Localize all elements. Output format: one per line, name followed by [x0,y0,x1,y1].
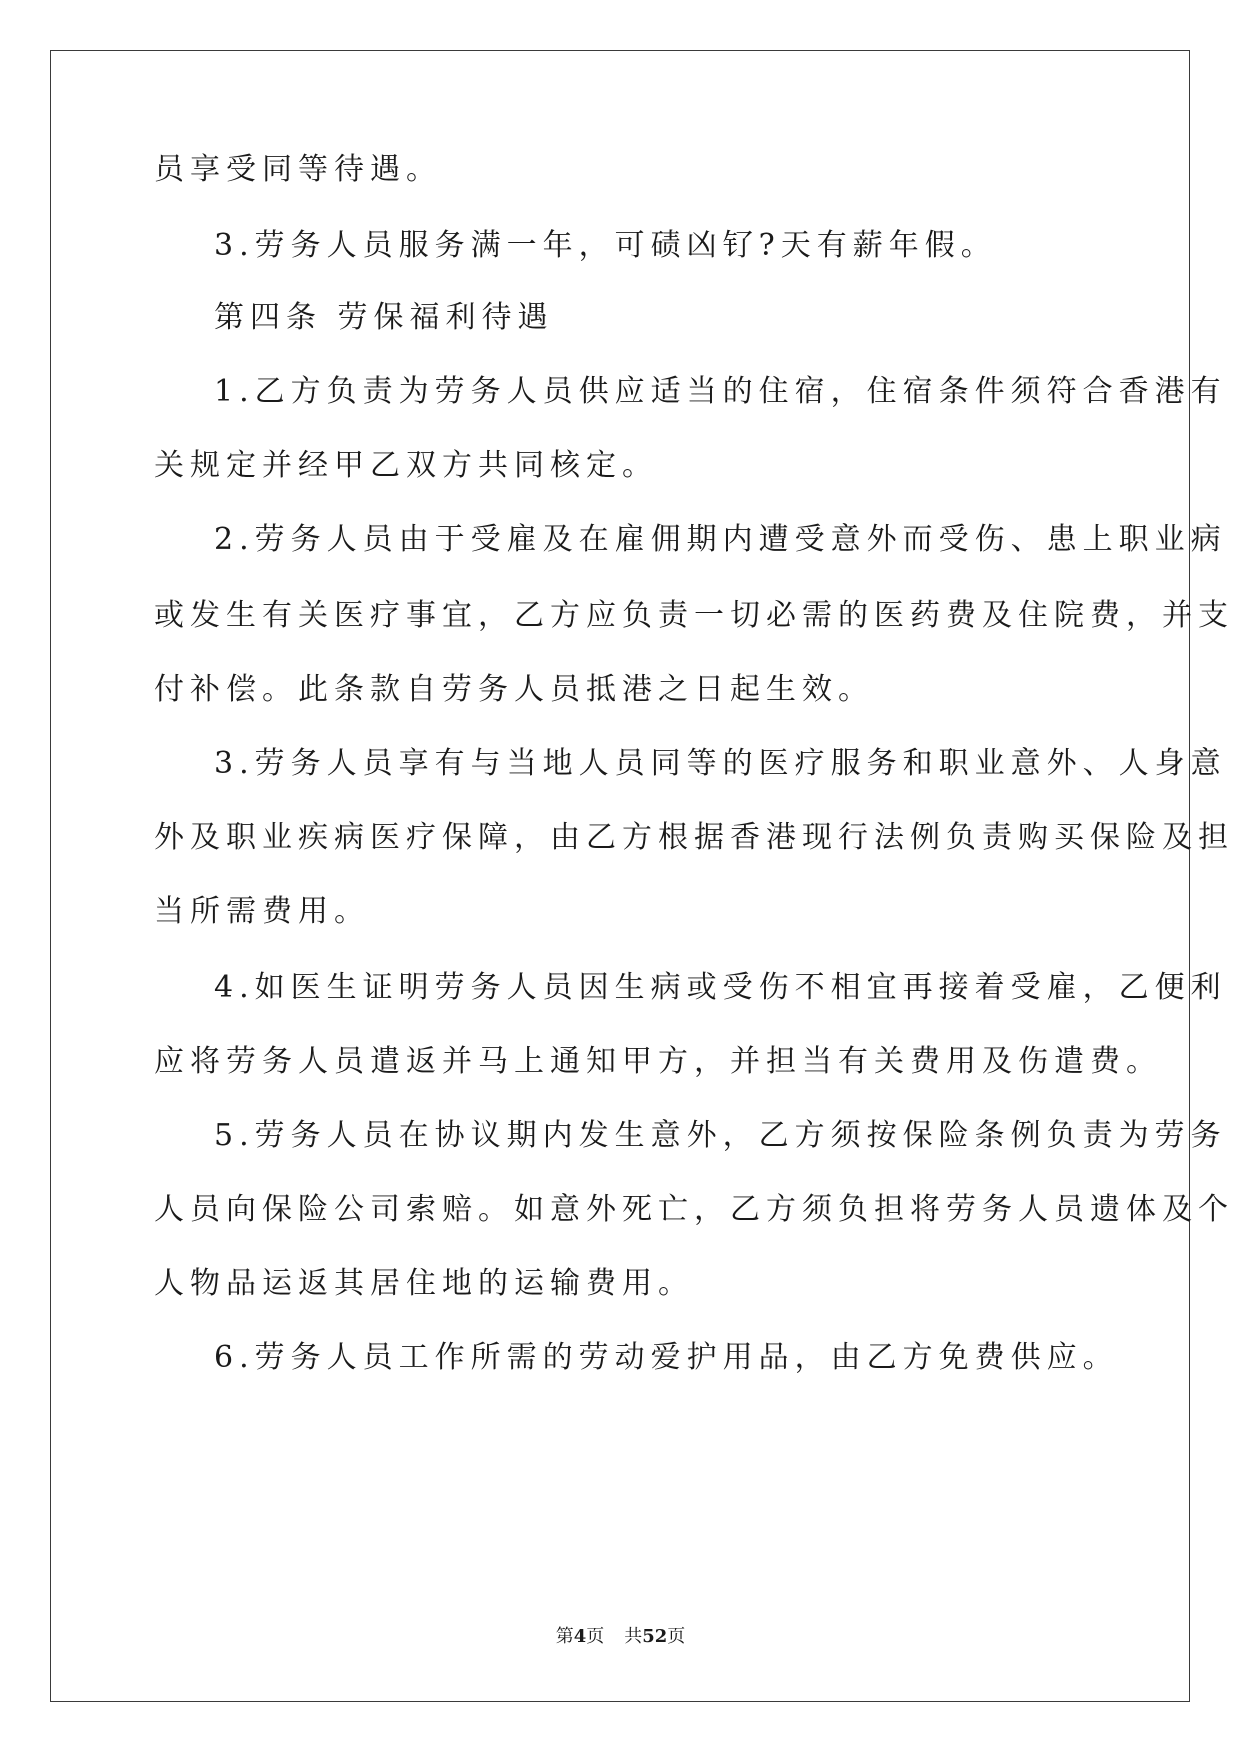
page-footer [0,1622,1241,1648]
text-line: 当所需费用。 [154,894,370,929]
text-line: 人物品运返其居住地的运输费用。 [154,1266,694,1301]
text-line: 5.劳务人员在协议期内发生意外，乙方须按保险条例负责为劳务 [214,1118,1227,1153]
total-prefix: 共 [624,1626,643,1647]
text-line: 员享受同等待遇。 [154,152,442,187]
text-line: 人员向保险公司索赔。如意外死亡，乙方须负担将劳务人员遗体及个 [154,1192,1234,1227]
section-heading: 第四条 劳保福利待遇 [214,300,554,335]
text-line: 关规定并经甲乙双方共同核定。 [154,448,658,483]
text-line: 1.乙方负责为劳务人员供应适当的住宿，住宿条件须符合香港有 [214,374,1227,409]
text-line: 2.劳务人员由于受雇及在雇佣期内遭受意外而受伤、患上职业病 [214,522,1227,557]
page-prefix: 第 [555,1626,574,1647]
text-line: 付补偿。此条款自劳务人员抵港之日起生效。 [154,672,874,707]
total-suffix: 页 [667,1626,686,1647]
page-number: 4 [573,1626,587,1647]
text-line: 3.劳务人员享有与当地人员同等的医疗服务和职业意外、人身意 [214,746,1227,781]
total-pages: 52 [642,1626,668,1647]
text-line: 外及职业疾病医疗保障，由乙方根据香港现行法例负责购买保险及担 [154,820,1234,855]
page-suffix: 页 [586,1626,605,1647]
text-line: 4.如医生证明劳务人员因生病或受伤不相宜再接着受雇，乙便利 [214,970,1227,1005]
text-line: 6.劳务人员工作所需的劳动爱护用品，由乙方免费供应。 [214,1340,1119,1375]
text-line: 或发生有关医疗事宜，乙方应负责一切必需的医药费及住院费，并支 [154,598,1234,633]
text-line: 应将劳务人员遣返并马上通知甲方，并担当有关费用及伤遣费。 [154,1044,1162,1079]
text-line: 3.劳务人员服务满一年，可碛凶钌?天有薪年假。 [214,228,997,263]
